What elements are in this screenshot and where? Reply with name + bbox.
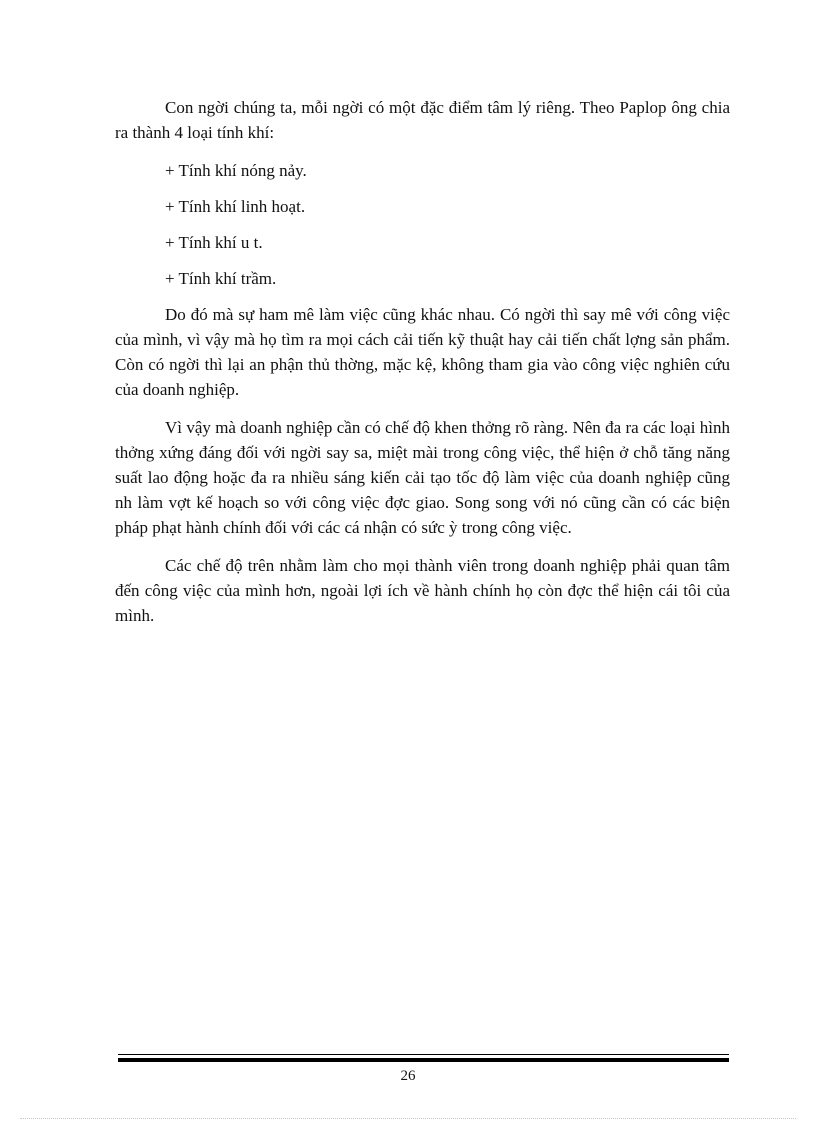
list-item-flexible-temper: + Tính khí linh hoạt. — [165, 197, 306, 216]
footer-rule-thin — [118, 1054, 729, 1055]
body-text — [115, 95, 730, 641]
list-item-hot-temper: + Tính khí nóng nảy. — [165, 161, 307, 180]
footer-rule-thick — [118, 1058, 729, 1062]
page-number: 26 — [400, 1068, 416, 1084]
page-edge-divider — [20, 1118, 796, 1119]
paragraph-work-passion: Do đó mà sự ham mê làm việc cũng khác nhau. Có ngời thì say mê với công việc của mình, vì vậy mà họ tìm ra mọi cách cải tiến kỹ thuật hay cải tiến chất lợng sản phẩm. Còn có ngời thì lại an phận thủ thờng, mặc kệ, không tham gia vào công việc nghiên cứu của doanh nghiệp. — [115, 305, 730, 399]
list-item-melancholic-temper: + Tính khí u t. — [165, 233, 263, 252]
paragraph-reward-policy: Vì vậy mà doanh nghiệp cần có chế độ khen thởng rõ ràng. Nên đa ra các loại hình thởng xứng đáng đối với ngời say sa, miệt mài trong công việc, thể hiện ở chỗ tăng năng suất lao động hoặc đa ra nhiều sáng kiến cải tạo tốc độ làm việc của doanh nghiệp cũng nh làm vợt kế hoạch so với công việc đợc giao. Song song với nó cũng cần có các biện pháp phạt hành chính đối với các cá nhận có sức ỳ trong công việc. — [115, 418, 730, 537]
list-item-calm-temper: + Tính khí trầm. — [165, 269, 277, 288]
paragraph-temperament-intro: Con ngời chúng ta, mỗi ngời có một đặc điểm tâm lý riêng. Theo Paplop ông chia ra thành 4 loại tính khí: — [115, 98, 730, 142]
paragraph-conclusion: Các chế độ trên nhằm làm cho mọi thành viên trong doanh nghiệp phải quan tâm đến công việc của mình hơn, ngoài lợi ích về hành chính họ còn đợc thể hiện cái tôi của mình. — [115, 556, 730, 625]
